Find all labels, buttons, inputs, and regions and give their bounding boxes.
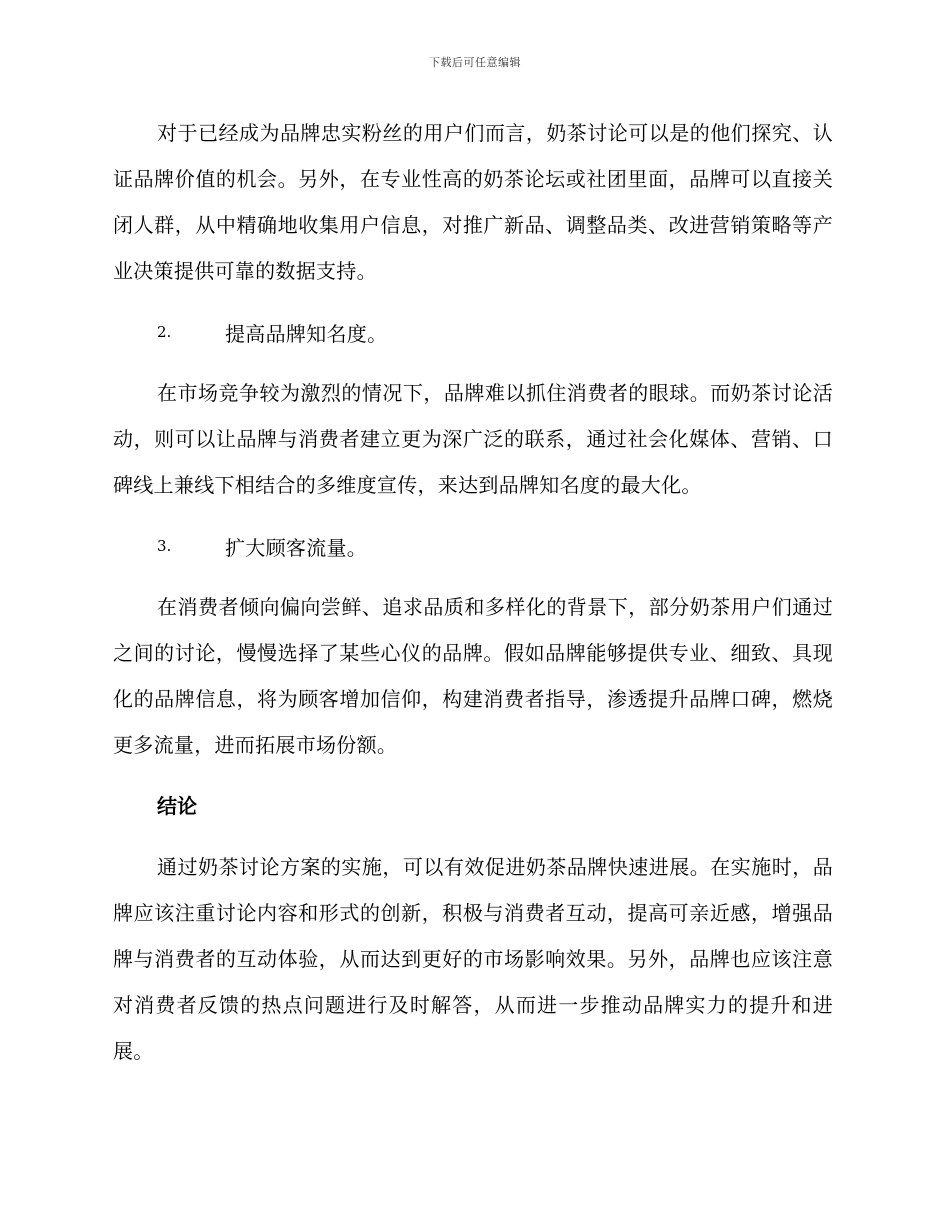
conclusion-heading: 结论: [157, 794, 197, 818]
list-item-title: 提高品牌知名度。: [225, 321, 388, 346]
paragraph-brand-value: 对于已经成为品牌忠实粉丝的用户们而言，奶茶讨论可以是的他们探究、认证品牌价值的机会。另外，在专业性高的奶茶论坛或社团里面，品牌可以直接关闭人群，从中精确地收集用户信息，对推广新品、调整品类、改进营销策略等产业决策提供可靠的数据支持。: [113, 121, 833, 283]
list-item-title: 扩大顾客流量。: [225, 535, 368, 560]
list-item-number: 2.: [157, 323, 172, 341]
paragraph-brand-awareness: 在市场竞争较为激烈的情况下，品牌难以抓住消费者的眼球。而奶茶讨论活动，则可以让品牌与消费者建立更为深广泛的联系，通过社会化媒体、营销、口碑线上兼线下相结合的多维度宣传，来达到品牌知名度的最大化。: [113, 381, 833, 497]
document-body: [113, 110, 833, 1089]
page-header: 下载后可任意编辑: [429, 56, 521, 69]
list-item-number: 3.: [157, 537, 172, 555]
paragraph-conclusion: 通过奶茶讨论方案的实施，可以有效促进奶茶品牌快速进展。在实施时，品牌应该注重讨论内容和形式的创新，积极与消费者互动，提高可亲近感，增强品牌与消费者的互动体验，从而达到更好的市场影响效果。另外，品牌也应该注意对消费者反馈的热点问题进行及时解答，从而进一步推动品牌实力的提升和进展。: [113, 855, 833, 1063]
list-item-brand-awareness: [113, 309, 833, 355]
list-item-customer-traffic: [113, 523, 833, 569]
paragraph-customer-traffic: 在消费者倾向偏向尝鲜、追求品质和多样化的背景下，部分奶茶用户们通过之间的讨论，慢慢选择了某些心仪的品牌。假如品牌能够提供专业、细致、具现化的品牌信息，将为顾客增加信仰，构建消费者指导，渗透提升品牌口碑，燃烧更多流量，进而拓展市场份额。: [113, 595, 833, 757]
